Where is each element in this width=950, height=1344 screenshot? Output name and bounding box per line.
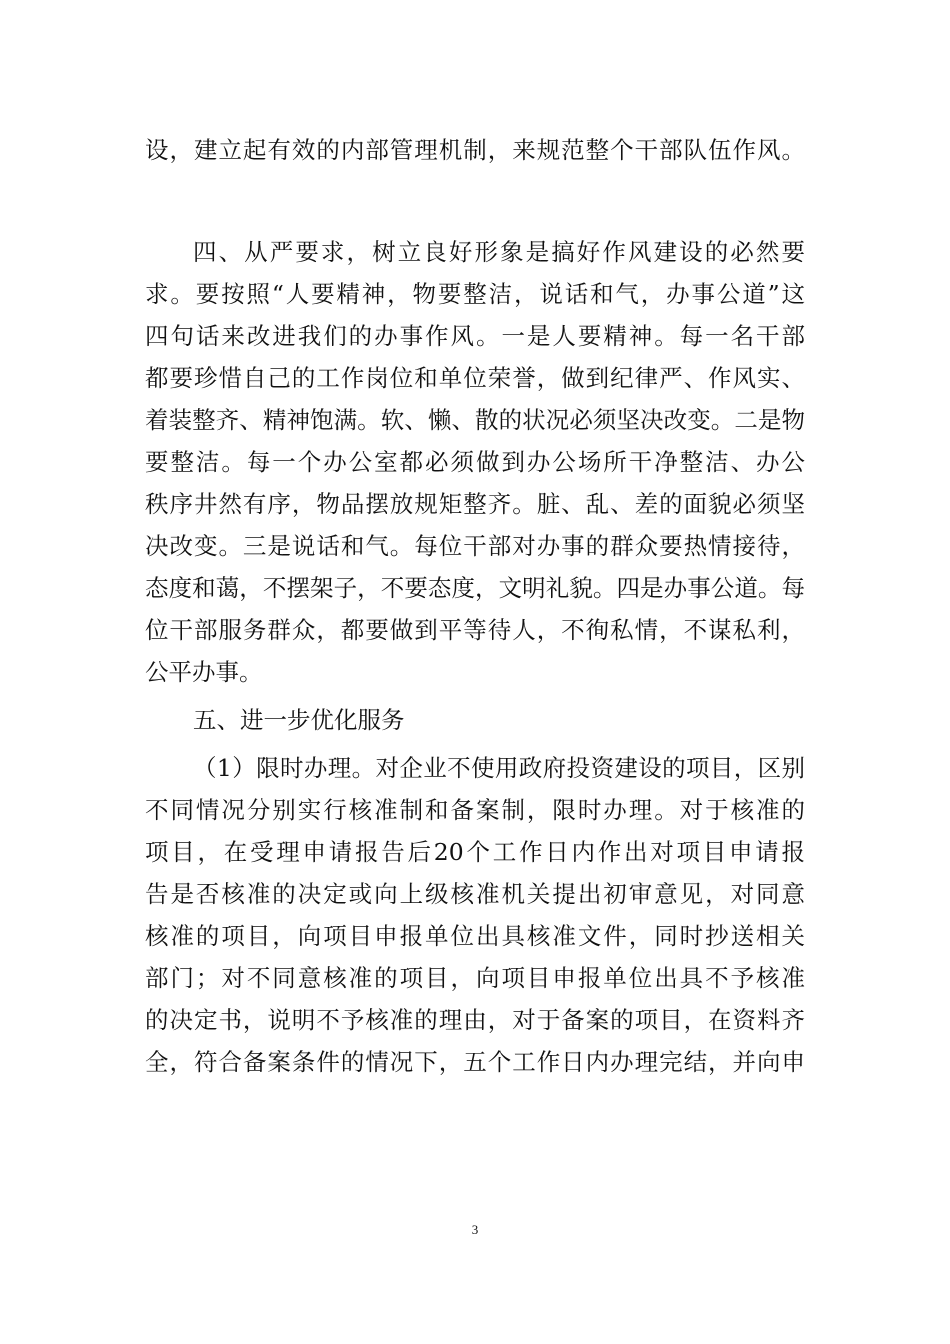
page-number: 3 <box>471 1222 479 1237</box>
paragraph-line: 决改变。三是说话和气。每位干部对办事的群众要热情接待， <box>145 532 805 560</box>
paragraph-line: 公平办事。 <box>145 658 263 686</box>
paragraph-line: 不同情况分别实行核准制和备案制，限时办理。对于核准的 <box>145 796 805 824</box>
paragraph-line: （1）限时办理。对企业不使用政府投资建设的项目，区别 <box>193 754 805 782</box>
paragraph-line: 都要珍惜自己的工作岗位和单位荣誉，做到纪律严、作风实、 <box>145 364 805 392</box>
paragraph-line: 四句话来改进我们的办事作风。一是人要精神。每一名干部 <box>145 322 805 350</box>
paragraph-line: 设，建立起有效的内部管理机制，来规范整个干部队伍作风。 <box>145 136 805 164</box>
paragraph-line: 要整洁。每一个办公室都必须做到办公场所干净整洁、办公 <box>145 448 805 476</box>
paragraph-line: 态度和蔼，不摆架子，不要态度，文明礼貌。四是办事公道。每 <box>145 574 805 602</box>
paragraph-line: 告是否核准的决定或向上级核准机关提出初审意见，对同意 <box>145 880 805 908</box>
paragraph-line: 着装整齐、精神饱满。软、懒、散的状况必须坚决改变。二是物 <box>145 406 805 434</box>
paragraph-line: 全，符合备案条件的情况下，五个工作日内办理完结，并向申 <box>145 1048 805 1076</box>
paragraph-line: 秩序井然有序，物品摆放规矩整齐。脏、乱、差的面貌必须坚 <box>145 490 805 518</box>
paragraph-line: 的决定书，说明不予核准的理由，对于备案的项目，在资料齐 <box>145 1006 805 1034</box>
paragraph-line: 求。要按照“人要精神，物要整洁，说话和气，办事公道”这 <box>145 280 805 308</box>
paragraph-line: 位干部服务群众，都要做到平等待人，不徇私情，不谋私利， <box>145 616 805 644</box>
section-heading-line: 四、从严要求，树立良好形象是搞好作风建设的必然要 <box>193 238 805 266</box>
paragraph-line: 核准的项目，向项目申报单位出具核准文件，同时抄送相关 <box>145 922 805 950</box>
paragraph-line: 项目，在受理申请报告后20个工作日内作出对项目申请报 <box>145 838 805 866</box>
paragraph-line: 部门；对不同意核准的项目，向项目申报单位出具不予核准 <box>145 964 805 992</box>
section-heading: 五、进一步优化服务 <box>193 706 405 734</box>
